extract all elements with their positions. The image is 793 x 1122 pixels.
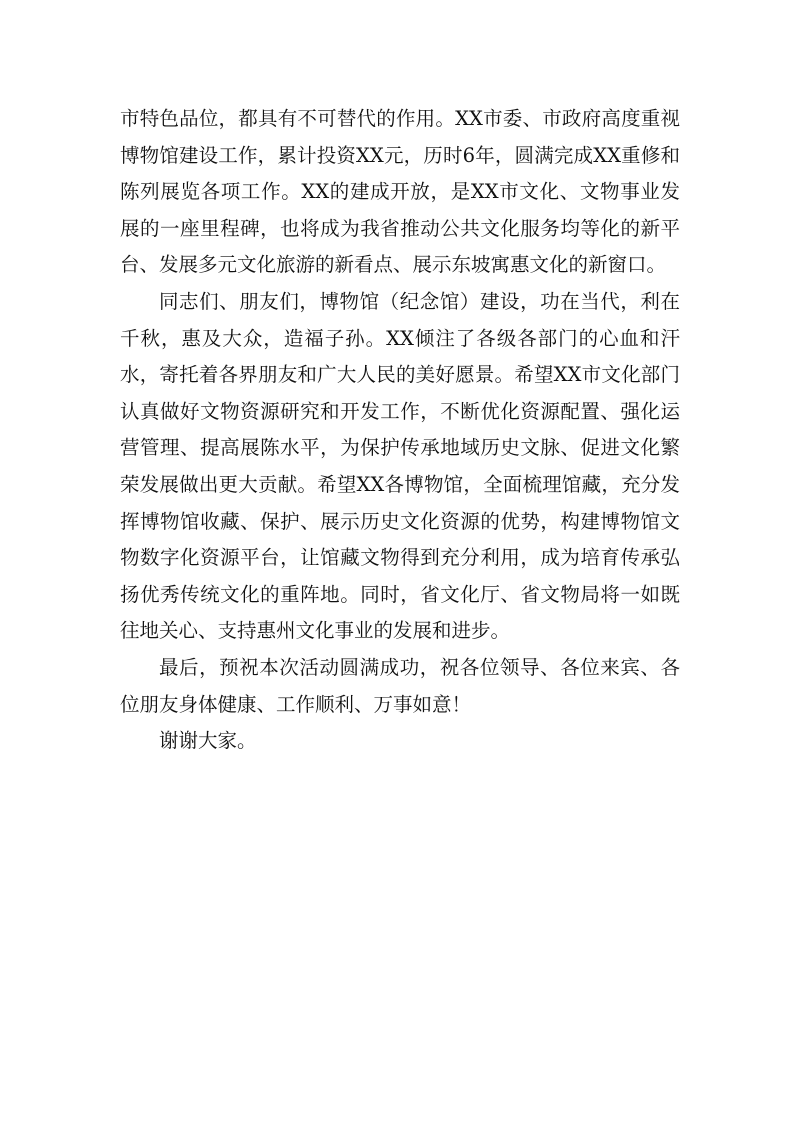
paragraph-continuation: 市特色品位，都具有不可替代的作用。XX市委、市政府高度重视博物馆建设工作，累计投资XX元，历时6年，圆满完成XX重修和陈列展览各项工作。XX的建成开放，是XX市文化、文物事业发展的一座里程碑，也将成为我省推动公共文化服务均等化的新平台、发展多元文化旅游的新看点、展示东坡寓惠文化的新窗口。 [120, 107, 680, 277]
paragraph-museum-construction: 同志们、朋友们，博物馆（纪念馆）建设，功在当代，利在千秋，惠及大众，造福子孙。XX倾注了各级各部门的心血和汗水，寄托着各界朋友和广大人民的美好愿景。希望XX市文化部门认真做好文物资源研究和开发工作，不断优化资源配置、强化运营管理、提高展陈水平，为保护传承地域历史文脉、促进文化繁荣发展做出更大贡献。希望XX各博物馆，全面梳理馆藏，充分发挥博物馆收藏、保护、展示历史文化资源的优势，构建博物馆文物数字化资源平台，让馆藏文物得到充分利用，成为培育传承弘扬优秀传统文化的重阵地。同时，省文化厅、省文物局将一如既往地关心、支持惠州文化事业的发展和进步。 [120, 289, 680, 643]
document-body [120, 101, 680, 760]
paragraph-thanks: 谢谢大家。 [159, 729, 257, 753]
paragraph-closing-wishes: 最后，预祝本次活动圆满成功，祝各位领导、各位来宾、各位朋友身体健康、工作顺利、万事如意！ [120, 655, 680, 716]
